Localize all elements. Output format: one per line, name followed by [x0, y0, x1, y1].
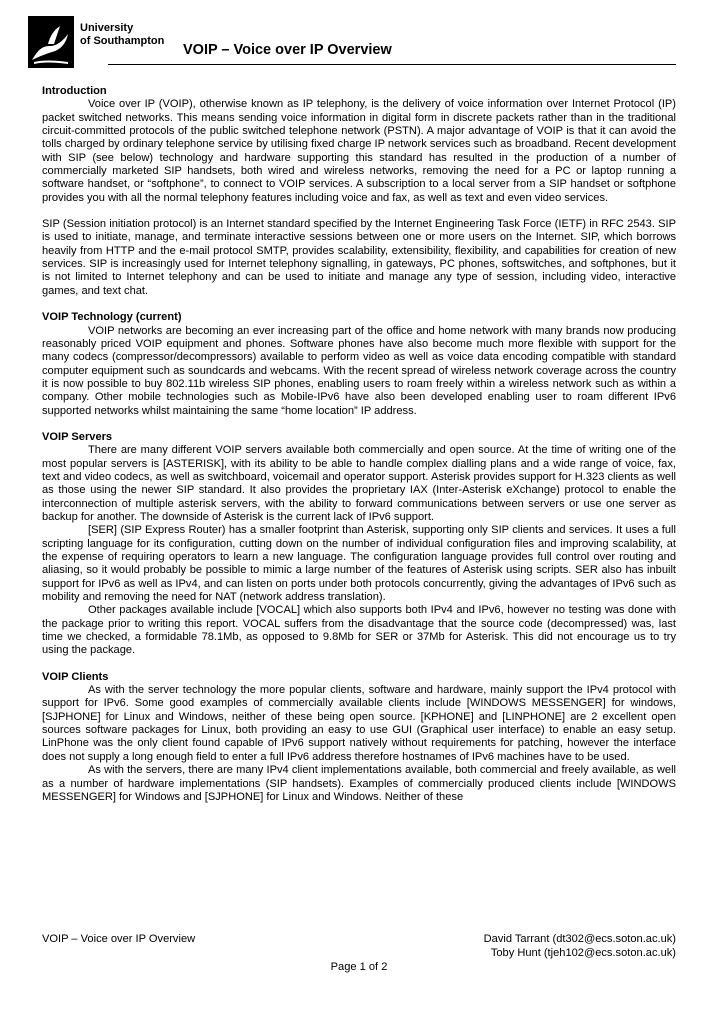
- page-header: [28, 16, 676, 68]
- section-heading-voip-technology: VOIP Technology (current): [42, 311, 182, 324]
- footer-author-1: David Tarrant (dt302@ecs.soton.ac.uk): [483, 933, 676, 945]
- document-title: VOIP – Voice over IP Overview: [183, 42, 392, 58]
- footer-authors: [484, 932, 676, 960]
- page-number: Page 1 of 2: [330, 961, 388, 973]
- footer-title: VOIP – Voice over IP Overview: [42, 933, 196, 945]
- university-name: [80, 22, 164, 48]
- paragraph: As with the servers, there are many IPv4 client implementations available, both commercial and freely available, as well as a number of hardware implementations (SIP handsets). Examples of commercially produced clients include [WINDOWS MESSENGER] for Windows and [SJPHONE] for Linux and Windows. Neither of these: [42, 764, 676, 803]
- document-body: [42, 85, 676, 804]
- paragraph: Voice over IP (VOIP), otherwise known as IP telephony, is the delivery of voice information over Internet Protocol (IP) packet switched networks. This means sending voice information in digital form in discrete packets rather than in the traditional circuit-committed protocols of the public switched telephone network (PSTN). A major advantage of VOIP is that it can avoid the tolls charged by ordinary telephone service by utilising fixed charge IP network services such as broadband. Recent development with SIP (see below) technology and hardware supporting this standard has resulted in the production of a number of commercially marketed SIP handsets, both wired and wireless networks, removing the need for a PC or laptop running a software handset, or “softphone”, to connect to VOIP services. A subscription to a local server from a SIP handset or softphone provides you with all the normal telephony features including voice and fax, as well as text and even video services.: [42, 98, 676, 204]
- header-rule: [108, 64, 676, 65]
- section-heading-introduction: Introduction: [42, 85, 107, 97]
- university-logo: [28, 16, 74, 68]
- paragraph: As with the server technology the more popular clients, software and hardware, mainly support the IPv4 protocol with support for IPv6. Some good examples of commercially available clients include [WINDOWS MESSENGER] for windows, [SJPHONE] for Linux and Windows, neither of these being open source. [KPHONE] and [LINPHONE] are 2 excellent open sources software packages for Linux, both providing an easy to use GUI (Graphical user interface) to enable an easy setup. LinPhone was the only client found capable of IPv6 support natively without requirements for patching, however the interface does not supply a long enough field to enter a full IPv6 address therefore hostnames of IPv6 machines have to be used.: [42, 684, 676, 763]
- paragraph: SIP (Session initiation protocol) is an Internet standard specified by the Internet Engineering Task Force (IETF) in RFC 2543. SIP is used to initiate, manage, and terminate interactive sessions between one or more users on the Internet. SIP, which borrows heavily from HTTP and the e-mail protocol SMTP, provides scalability, extensibility, flexibility, and capabilities for creation of new services. SIP is increasingly used for Internet telephony signalling, in gateways, PC phones, softswitches, and softphones, but it is not limited to Internet telephony and can be used to initiate and manage any type of session, including video, interactive games, and text chat.: [42, 218, 676, 297]
- section-heading-voip-servers: VOIP Servers: [42, 430, 113, 443]
- university-line1: University: [80, 22, 134, 34]
- paragraph: There are many different VOIP servers available both commercially and open source. At the time of writing one of the most popular servers is [ASTERISK], with its ability to be able to handle complex dialling plans and a wide range of voice, fax, text and video codecs, as well as switchboard, voicemail and operator support. Asterisk provides support for H.323 clients as well as those using the newer SIP standard. It also provides the proprietary IAX (Inter-Asterisk eXchange) protocol to enable the interconnection of multiple asterisk servers, with the ability to forward communications between servers or use one server as backup for another. The downside of Asterisk is the current lack of IPv6 support.: [42, 444, 676, 523]
- footer-author-2: Toby Hunt (tjeh102@ecs.soton.ac.uk): [490, 947, 676, 959]
- university-line2: of Southampton: [80, 35, 165, 47]
- ship-icon: [28, 16, 74, 68]
- section-heading-voip-clients: VOIP Clients: [42, 670, 109, 683]
- paragraph: VOIP networks are becoming an ever increasing part of the office and home network with many brands now producing reasonably priced VOIP equipment and phones. Software phones have also become much more flexible with support for the many codecs (compressor/decompressors) available to perform video as well as voice data encoding compatible with standard computer equipment such as soundcards and webcams. With the recent spread of wireless network coverage across the country it is now possible to buy 802.11b wireless SIP phones, enabling users to roam freely within a wireless network such as within a company. Other mobile technologies such as Mobile-IPv6 have also been developed enabling user to roam different IPv6 supported networks whilst maintaining the same “home location” IP address.: [42, 324, 676, 417]
- paragraph: [SER] (SIP Express Router) has a smaller footprint than Asterisk, supporting only SIP clients and services. It uses a full scripting language for its configuration, cutting down on the number of individual configuration files and improving scalability, at the expense of requiring operators to learn a new language. The configuration language provides full control over routing and aliasing, so it would probably be possible to mimic a large number of the features of Asterisk using scripts. SER also has inbuilt support for IPv6 as well as IPv4, and can listen on ports under both protocols concurrently, giving the advantages of IPv6 such as mobility and removing the need for NAT (network address translation).: [42, 524, 676, 604]
- paragraph: Other packages available include [VOCAL] which also supports both IPv4 and IPv6, however no testing was done with the package prior to writing this report. VOCAL suffers from the disadvantage that the source code (decompressed) was, last time we checked, a formidable 78.1Mb, as opposed to 9.8Mb for SER or 37Mb for Asterisk. This did not encourage us to try using the package.: [42, 604, 676, 657]
